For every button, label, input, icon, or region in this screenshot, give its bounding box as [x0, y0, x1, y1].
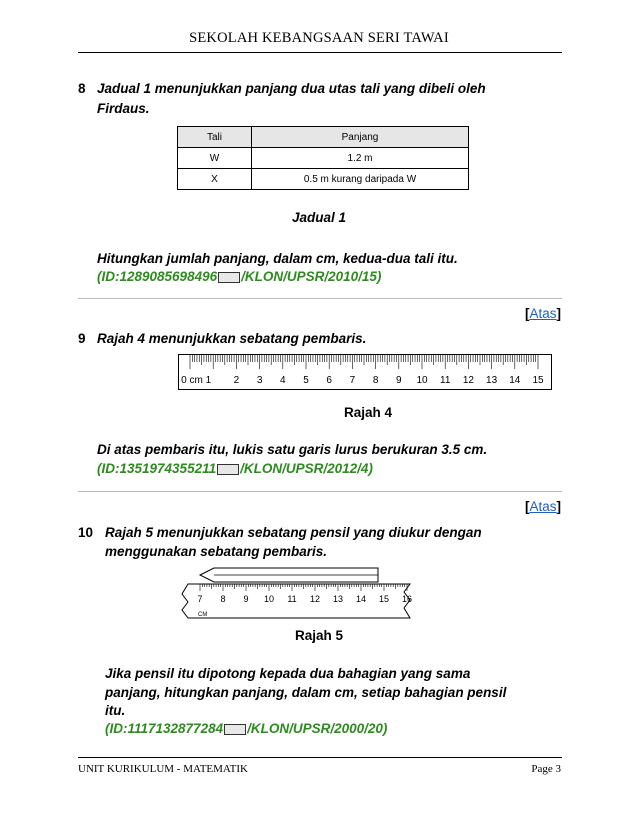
badge-icon [224, 724, 246, 735]
table-cell: 1.2 m [252, 148, 469, 169]
footer-divider [78, 757, 562, 758]
table-row [178, 148, 469, 169]
question-9-task: Di atas pembaris itu, lukis satu garis lurus berukuran 3.5 cm. [97, 442, 488, 457]
question-10-id[interactable] [105, 720, 387, 738]
ruler-tick-label: 13 [332, 594, 344, 604]
table-header-row [178, 127, 469, 148]
id-suffix: /KLON/UPSR/2012/4) [240, 461, 373, 476]
question-10-text-line2: menggunakan sebatang pembaris. [105, 544, 328, 559]
ruler-tick-label: 7 [197, 594, 203, 604]
ruler-tick-label: 9 [396, 375, 402, 386]
question-8-text-line1: Jadual 1 menunjukkan panjang dua utas tali yang dibeli oleh [97, 81, 486, 96]
question-10-number: 10 [78, 525, 94, 540]
rajah-5-caption: Rajah 5 [294, 628, 344, 643]
question-10-text-line1: Rajah 5 menunjukkan sebatang pensil yang diukur dengan [105, 525, 482, 540]
ruler-tick-label: 3 [256, 375, 263, 386]
id-prefix: (ID:1351974355211 [97, 461, 217, 476]
atas-link-text[interactable]: Atas [529, 306, 557, 321]
question-9-text: Rajah 4 menunjukkan sebatang pembaris. [97, 331, 367, 346]
footer-left: UNIT KURIKULUM - MATEMATIK [78, 763, 248, 775]
table-cell: 0.5 m kurang daripada W [252, 169, 469, 190]
table-cell: X [178, 169, 252, 190]
ruler-tick-label: 2 [233, 375, 240, 386]
question-8-task: Hitungkan jumlah panjang, dalam cm, kedua-dua tali itu. [97, 251, 458, 266]
atas-link-1[interactable]: [Atas] [524, 306, 561, 321]
id-prefix: (ID:1117132877284 [105, 721, 224, 736]
atas-link-text[interactable]: Atas [529, 499, 557, 514]
ruler-tick-label: 12 [462, 375, 474, 386]
ruler-tick-label: 7 [349, 375, 356, 386]
question-8-id[interactable] [97, 268, 381, 286]
question-10-task-line3: itu. [105, 703, 126, 718]
section-divider [78, 491, 562, 492]
section-divider [78, 298, 562, 299]
ruler-tick-label: 11 [440, 375, 451, 386]
id-suffix: /KLON/UPSR/2010/15) [241, 269, 382, 284]
question-9-number: 9 [78, 331, 86, 346]
ruler-tick-label: 15 [532, 375, 544, 386]
table-cell: W [178, 148, 252, 169]
ruler-tick-label: 12 [309, 594, 321, 604]
badge-icon [218, 272, 240, 283]
table-header-panjang: Panjang [252, 127, 469, 148]
page-header: SEKOLAH KEBANGSAAN SERI TAWAI [189, 30, 449, 46]
rajah-4-ruler [178, 354, 552, 390]
ruler-tick-label: 0 cm 1 [181, 375, 212, 386]
rajah-5-ruler-with-pencil [178, 562, 416, 620]
id-prefix: (ID:1289085698496 [97, 269, 218, 284]
ruler-tick-label: 6 [326, 375, 332, 386]
question-10-task-line1: Jika pensil itu dipotong kepada dua bahagian yang sama [105, 666, 471, 681]
ruler-tick-label: 8 [372, 375, 379, 386]
ruler-tick-label: 4 [280, 375, 286, 386]
question-9-id[interactable] [97, 460, 373, 478]
jadual-1-table [177, 126, 469, 190]
ruler-tick-label: 14 [355, 594, 367, 604]
ruler-unit-label: CM [198, 612, 208, 618]
ruler-tick-label: 10 [416, 375, 428, 386]
table-row [178, 169, 469, 190]
jadual-1-caption: Jadual 1 [291, 210, 347, 225]
ruler-tick-label: 10 [263, 594, 275, 604]
ruler-tick-label: 9 [243, 594, 249, 604]
ruler-tick-label: 15 [378, 594, 390, 604]
ruler-tick-label: 8 [220, 594, 226, 604]
question-8-number: 8 [78, 81, 86, 96]
pencil [200, 568, 378, 582]
ruler-tick-label: 11 [287, 594, 297, 604]
question-10-task-line2: panjang, hitungkan panjang, dalam cm, setiap bahagian pensil [105, 685, 507, 700]
atas-link-2[interactable]: [Atas] [524, 499, 561, 514]
rajah-4-caption: Rajah 4 [343, 405, 393, 420]
ruler-tick-label: 16 [401, 594, 413, 604]
question-8-text-line2: Firdaus. [97, 101, 150, 116]
badge-icon [217, 464, 239, 475]
ruler-tick-label: 13 [486, 375, 498, 386]
id-suffix: /KLON/UPSR/2000/20) [247, 721, 388, 736]
header-divider [78, 52, 562, 53]
table-header-tali: Tali [178, 127, 252, 148]
ruler-tick-label: 14 [509, 375, 521, 386]
footer-page-number: Page 3 [531, 763, 561, 775]
ruler-tick-label: 5 [303, 375, 309, 386]
